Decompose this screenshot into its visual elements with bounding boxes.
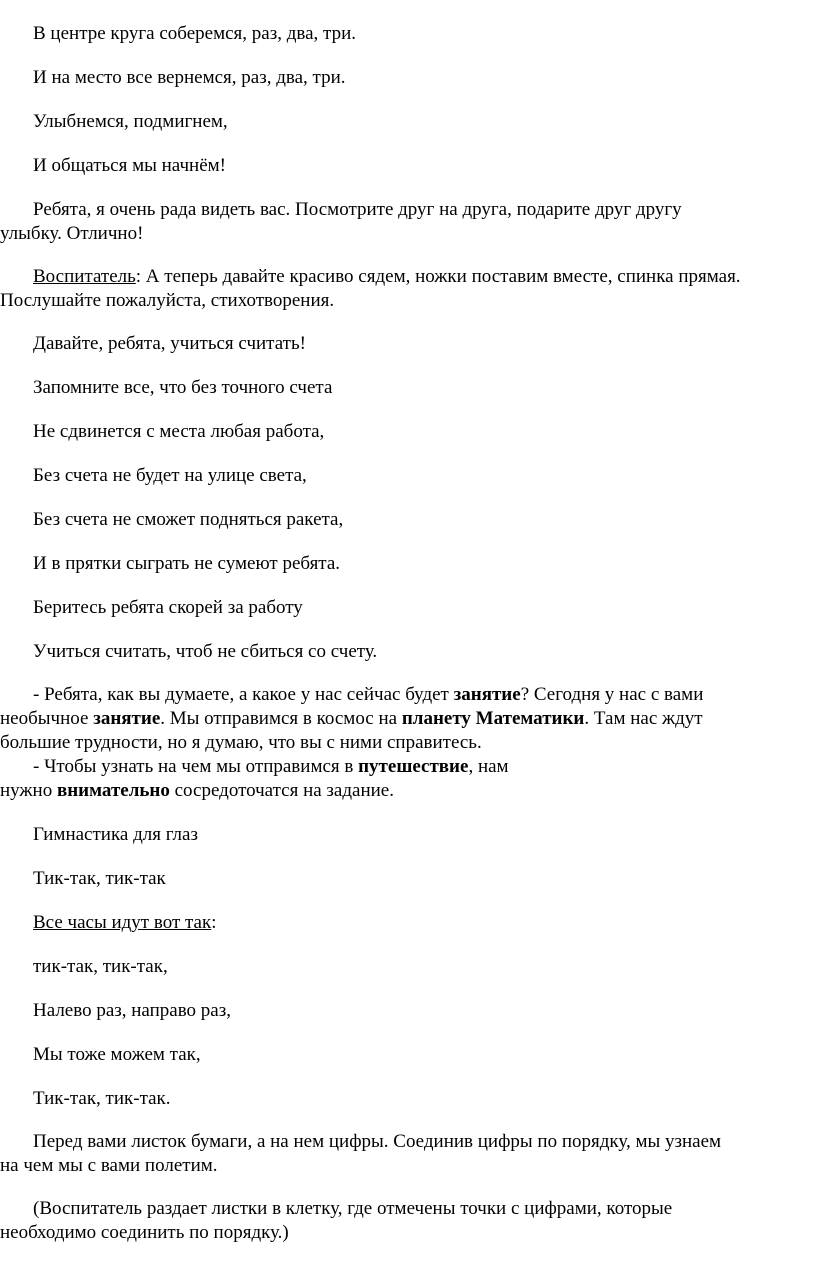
poem-line: Давайте, ребята, учиться считать! [33,333,306,354]
poem-line: И на место все вернемся, раз, два, три. [33,67,346,88]
paragraph: - Ребята, как вы думаете, а какое у нас сейчас будет занятие? Сегодня у нас с вами [33,684,704,705]
paragraph-continuation: на чем мы с вами полетим. [0,1155,218,1176]
poem-line: Без счета не сможет подняться ракета, [33,509,344,530]
paragraph: - Чтобы узнать на чем мы отправимся в путешествие, нам [33,756,509,777]
poem-line: Беритесь ребята скорей за работу [33,597,303,618]
poem-line: Учиться считать, чтоб не сбиться со счету. [33,641,378,662]
paragraph-continuation: необходимо соединить по порядку.) [0,1222,289,1243]
paragraph: Ребята, я очень рада видеть вас. Посмотрите друг на друга, подарите друг другу [33,199,682,220]
paragraph-continuation: улыбку. Отлично! [0,223,144,244]
speaker-label: Воспитатель [33,266,136,287]
poem-line: тик-так, тик-так, [33,956,168,977]
poem-line: Тик-так, тик-так. [33,1088,171,1109]
poem-line: Не сдвинется с места любая работа, [33,421,325,442]
poem-line: И в прятки сыграть не сумеют ребята. [33,553,341,574]
paragraph: (Воспитатель раздает листки в клетку, где отмечены точки с цифрами, которые [33,1198,673,1219]
poem-line: И общаться мы начнём! [33,155,226,176]
poem-line: Улыбнемся, подмигнем, [33,111,228,132]
poem-line: Запомните все, что без точного счета [33,377,333,398]
paragraph-continuation: большие трудности, но я думаю, что вы с ними справитесь. [0,732,482,753]
paragraph-continuation: Послушайте пожалуйста, стихотворения. [0,290,335,311]
section-heading: Гимнастика для глаз [33,824,198,845]
paragraph-continuation: нужно внимательно сосредоточатся на задание. [0,780,394,801]
poem-line: Налево раз, направо раз, [33,1000,231,1021]
paragraph: Воспитатель: А теперь давайте красиво сядем, ножки поставим вместе, спинка прямая. [33,266,741,287]
poem-line: Мы тоже можем так, [33,1044,201,1065]
poem-line: Тик-так, тик-так [33,868,166,889]
poem-line: Без счета не будет на улице света, [33,465,307,486]
paragraph: Перед вами листок бумаги, а на нем цифры. Соединив цифры по порядку, мы узнаем [33,1131,722,1152]
poem-line: Все часы идут вот так: [33,912,217,933]
poem-line: В центре круга соберемся, раз, два, три. [33,23,356,44]
paragraph-continuation: необычное занятие. Мы отправимся в космос на планету Математики. Там нас ждут [0,708,703,729]
